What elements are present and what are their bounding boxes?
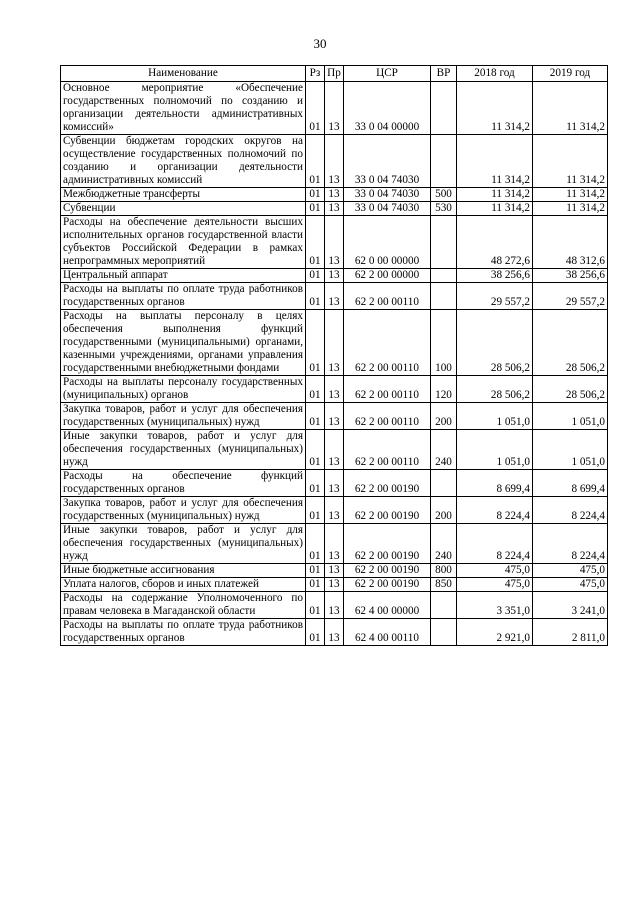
table-row [61, 578, 608, 592]
row-pr: 13 [325, 376, 344, 403]
row-rz: 01 [306, 202, 325, 216]
row-vr: 100 [431, 310, 457, 376]
row-2019: 8 224,4 [533, 497, 608, 524]
row-vr: 240 [431, 430, 457, 470]
row-name: Субвенции [61, 202, 306, 216]
table-row [61, 564, 608, 578]
row-2019: 475,0 [533, 564, 608, 578]
row-2019: 28 506,2 [533, 376, 608, 403]
row-2018: 2 921,0 [457, 619, 533, 646]
row-name: Основное мероприятие «Обеспечение государственных полномочий по созданию и организации деятельности административных комиссий» [61, 82, 306, 135]
row-rz: 01 [306, 430, 325, 470]
row-rz: 01 [306, 82, 325, 135]
row-name: Расходы на обеспечение деятельности высших исполнительных органов государственной власти субъектов Российской Федерации в рамках непрограммных мероприятий [61, 216, 306, 269]
row-pr: 13 [325, 310, 344, 376]
table-row [61, 430, 608, 470]
row-rz: 01 [306, 592, 325, 619]
row-rz: 01 [306, 216, 325, 269]
row-pr: 13 [325, 497, 344, 524]
row-pr: 13 [325, 470, 344, 497]
row-vr: 120 [431, 376, 457, 403]
row-rz: 01 [306, 619, 325, 646]
row-csr: 33 0 04 00000 [344, 82, 431, 135]
row-name: Межбюджетные трансферты [61, 188, 306, 202]
row-2018: 11 314,2 [457, 135, 533, 188]
row-name: Уплата налогов, сборов и иных платежей [61, 578, 306, 592]
row-2018: 1 051,0 [457, 403, 533, 430]
header-name: Наименование [61, 66, 306, 82]
row-vr [431, 283, 457, 310]
row-2018: 28 506,2 [457, 310, 533, 376]
row-2019: 8 224,4 [533, 524, 608, 564]
row-2018: 29 557,2 [457, 283, 533, 310]
row-rz: 01 [306, 564, 325, 578]
row-2018: 38 256,6 [457, 269, 533, 283]
row-vr: 500 [431, 188, 457, 202]
row-2019: 29 557,2 [533, 283, 608, 310]
row-pr: 13 [325, 135, 344, 188]
row-2019: 11 314,2 [533, 135, 608, 188]
row-2019: 3 241,0 [533, 592, 608, 619]
header-pr: Пр [325, 66, 344, 82]
row-vr: 200 [431, 497, 457, 524]
row-pr: 13 [325, 578, 344, 592]
row-csr: 62 4 00 00110 [344, 619, 431, 646]
row-pr: 13 [325, 430, 344, 470]
row-rz: 01 [306, 497, 325, 524]
row-rz: 01 [306, 403, 325, 430]
row-2018: 48 272,6 [457, 216, 533, 269]
header-vr: ВР [431, 66, 457, 82]
header-2019: 2019 год [533, 66, 608, 82]
row-vr: 240 [431, 524, 457, 564]
table-row [61, 470, 608, 497]
row-2019: 1 051,0 [533, 403, 608, 430]
row-csr: 62 2 00 00190 [344, 497, 431, 524]
row-rz: 01 [306, 283, 325, 310]
row-rz: 01 [306, 376, 325, 403]
row-pr: 13 [325, 269, 344, 283]
row-name: Иные бюджетные ассигнования [61, 564, 306, 578]
row-2019: 48 312,6 [533, 216, 608, 269]
row-rz: 01 [306, 578, 325, 592]
row-2018: 475,0 [457, 564, 533, 578]
row-rz: 01 [306, 310, 325, 376]
row-name: Расходы на выплаты персоналу в целях обеспечения выполнения функций государственными (муниципальными) органами, казенными учреждениями, органами управления государственными внебюджетными фондами [61, 310, 306, 376]
row-2018: 28 506,2 [457, 376, 533, 403]
header-rz: Рз [306, 66, 325, 82]
row-name: Расходы на содержание Уполномоченного по правам человека в Магаданской области [61, 592, 306, 619]
row-csr: 33 0 04 74030 [344, 188, 431, 202]
row-csr: 62 2 00 00190 [344, 564, 431, 578]
row-vr [431, 269, 457, 283]
header-csr: ЦСР [344, 66, 431, 82]
row-2018: 11 314,2 [457, 188, 533, 202]
table-row [61, 403, 608, 430]
row-2018: 11 314,2 [457, 82, 533, 135]
row-rz: 01 [306, 524, 325, 564]
row-name: Закупка товаров, работ и услуг для обеспечения государственных (муниципальных) нужд [61, 403, 306, 430]
row-pr: 13 [325, 524, 344, 564]
row-name: Центральный аппарат [61, 269, 306, 283]
row-name: Закупка товаров, работ и услуг для обеспечения государственных (муниципальных) нужд [61, 497, 306, 524]
row-csr: 62 2 00 00110 [344, 403, 431, 430]
row-name: Расходы на выплаты по оплате труда работников государственных органов [61, 619, 306, 646]
table-row [61, 216, 608, 269]
table-row [61, 283, 608, 310]
row-name: Расходы на обеспечение функций государственных органов [61, 470, 306, 497]
row-csr: 62 2 00 00110 [344, 283, 431, 310]
row-2018: 8 699,4 [457, 470, 533, 497]
row-csr: 62 2 00 00000 [344, 269, 431, 283]
row-pr: 13 [325, 216, 344, 269]
row-vr [431, 135, 457, 188]
row-vr: 850 [431, 578, 457, 592]
row-vr [431, 82, 457, 135]
row-pr: 13 [325, 592, 344, 619]
table-row [61, 269, 608, 283]
table-header-row [61, 66, 608, 82]
row-name: Субвенции бюджетам городских округов на осуществление государственных полномочий по созданию и организации деятельности административных комиссий [61, 135, 306, 188]
row-csr: 62 2 00 00110 [344, 430, 431, 470]
row-pr: 13 [325, 202, 344, 216]
table-row [61, 619, 608, 646]
row-pr: 13 [325, 188, 344, 202]
row-name: Иные закупки товаров, работ и услуг для обеспечения государственных (муниципальных) нужд [61, 524, 306, 564]
row-2019: 38 256,6 [533, 269, 608, 283]
row-vr [431, 470, 457, 497]
row-2018: 475,0 [457, 578, 533, 592]
row-2019: 28 506,2 [533, 310, 608, 376]
row-vr [431, 619, 457, 646]
row-rz: 01 [306, 470, 325, 497]
table-row [61, 202, 608, 216]
row-pr: 13 [325, 403, 344, 430]
row-2019: 11 314,2 [533, 202, 608, 216]
page-number: 30 [313, 36, 327, 51]
row-pr: 13 [325, 283, 344, 310]
row-csr: 62 2 00 00110 [344, 376, 431, 403]
row-csr: 62 2 00 00190 [344, 578, 431, 592]
table-row [61, 592, 608, 619]
budget-table [60, 65, 608, 646]
row-vr [431, 592, 457, 619]
row-2018: 8 224,4 [457, 524, 533, 564]
row-2018: 8 224,4 [457, 497, 533, 524]
row-rz: 01 [306, 135, 325, 188]
table-body [61, 82, 608, 646]
row-csr: 62 2 00 00190 [344, 470, 431, 497]
row-name: Расходы на выплаты персоналу государственных (муниципальных) органов [61, 376, 306, 403]
row-vr: 530 [431, 202, 457, 216]
row-rz: 01 [306, 188, 325, 202]
row-csr: 62 0 00 00000 [344, 216, 431, 269]
row-2018: 1 051,0 [457, 430, 533, 470]
table-row [61, 310, 608, 376]
table-row [61, 82, 608, 135]
row-name: Иные закупки товаров, работ и услуг для обеспечения государственных (муниципальных) нужд [61, 430, 306, 470]
row-2018: 11 314,2 [457, 202, 533, 216]
row-vr: 200 [431, 403, 457, 430]
row-vr [431, 216, 457, 269]
table-row [61, 188, 608, 202]
table-row [61, 376, 608, 403]
row-name: Расходы на выплаты по оплате труда работников государственных органов [61, 283, 306, 310]
row-csr: 33 0 04 74030 [344, 202, 431, 216]
row-pr: 13 [325, 564, 344, 578]
row-2019: 1 051,0 [533, 430, 608, 470]
row-2019: 11 314,2 [533, 188, 608, 202]
row-csr: 62 2 00 00190 [344, 524, 431, 564]
row-csr: 33 0 04 74030 [344, 135, 431, 188]
row-2019: 11 314,2 [533, 82, 608, 135]
row-2018: 3 351,0 [457, 592, 533, 619]
row-vr: 800 [431, 564, 457, 578]
table-row [61, 135, 608, 188]
row-2019: 475,0 [533, 578, 608, 592]
row-2019: 8 699,4 [533, 470, 608, 497]
table-row [61, 524, 608, 564]
row-rz: 01 [306, 269, 325, 283]
table-row [61, 497, 608, 524]
row-2019: 2 811,0 [533, 619, 608, 646]
row-csr: 62 2 00 00110 [344, 310, 431, 376]
row-csr: 62 4 00 00000 [344, 592, 431, 619]
row-pr: 13 [325, 619, 344, 646]
row-pr: 13 [325, 82, 344, 135]
header-2018: 2018 год [457, 66, 533, 82]
